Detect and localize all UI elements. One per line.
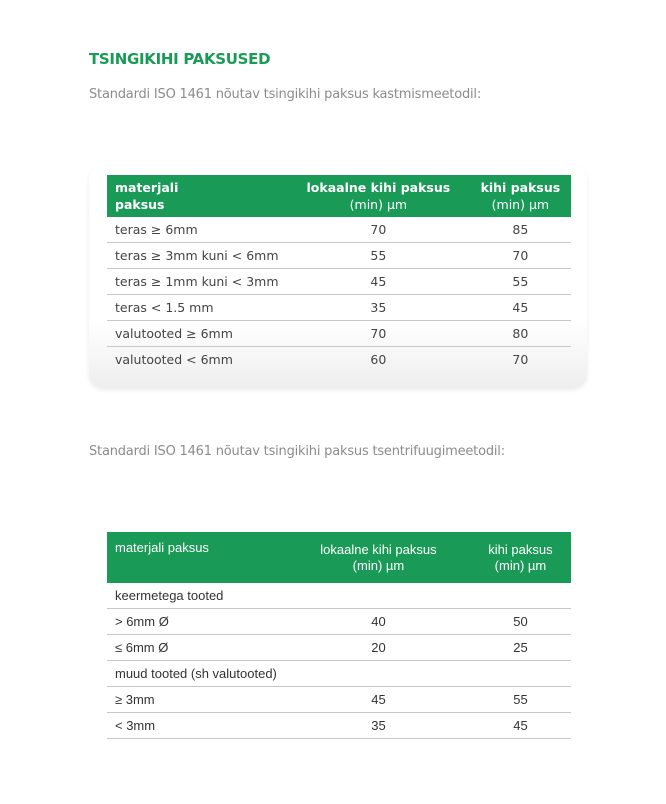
cell-layer: 25 xyxy=(470,635,571,661)
cell-local: 35 xyxy=(287,295,470,321)
centrifuge-thickness-table xyxy=(107,532,571,739)
cell-material: teras ≥ 6mm xyxy=(107,217,287,243)
table-group-row xyxy=(107,661,571,687)
page-title: TSINGIKIHI PAKSUSED xyxy=(89,50,271,68)
cell-layer: 70 xyxy=(512,352,529,367)
table-row xyxy=(107,321,571,347)
cell-layer xyxy=(470,583,571,609)
table-row xyxy=(107,609,571,635)
dipping-thickness-table xyxy=(107,175,571,372)
cell-material: valutooted < 6mm xyxy=(115,352,233,367)
cell-material: valutooted ≥ 6mm xyxy=(107,321,287,347)
cell-layer xyxy=(470,661,571,687)
table-row xyxy=(107,713,571,739)
cell-layer: 50 xyxy=(470,609,571,635)
header-layer-thickness xyxy=(470,532,571,583)
header-unit: (min) µm xyxy=(352,557,405,573)
cell-layer: 45 xyxy=(470,713,571,739)
table-row xyxy=(107,635,571,661)
table-row xyxy=(107,687,571,713)
intro-centrifuge-text: Standardi ISO 1461 nõutav tsingikihi paksus tsentrifuugimeetodil: xyxy=(89,444,505,459)
cell-material: teras ≥ 1mm kuni < 3mm xyxy=(107,269,287,295)
header-local-thickness xyxy=(287,175,470,217)
table-header-row xyxy=(107,532,571,583)
table-row xyxy=(107,295,571,321)
cell-material: ≥ 3mm xyxy=(107,687,287,713)
cell-local: 55 xyxy=(287,243,470,269)
table-row xyxy=(107,269,571,295)
header-material-thickness xyxy=(107,532,287,583)
cell-layer: 55 xyxy=(470,269,571,295)
cell-layer: 80 xyxy=(470,321,571,347)
cell-layer: 55 xyxy=(470,687,571,713)
intro-dipping-text: Standardi ISO 1461 nõutav tsingikihi paksus kastmismeetodil: xyxy=(89,87,481,102)
cell-local xyxy=(287,583,470,609)
table-header-row xyxy=(107,175,571,217)
header-unit: (min) µm xyxy=(494,557,547,573)
cell-material: teras ≥ 3mm kuni < 6mm xyxy=(107,243,287,269)
table-row xyxy=(107,243,571,269)
cell-material: < 3mm xyxy=(107,713,287,739)
header-unit: (min) µm xyxy=(349,197,408,212)
header-unit: (min) µm xyxy=(491,197,550,212)
cell-local xyxy=(287,661,470,687)
header-line: lokaalne kihi paksus xyxy=(306,180,451,195)
cell-group-label: muud tooted (sh valutooted) xyxy=(107,661,287,687)
table-row xyxy=(107,347,571,373)
header-line: materjali xyxy=(115,180,179,195)
cell-layer: 45 xyxy=(470,295,571,321)
cell-layer: 85 xyxy=(470,217,571,243)
cell-layer: 70 xyxy=(470,243,571,269)
header-line: kihi paksus xyxy=(480,180,561,195)
header-line: lokaalne kihi paksus xyxy=(320,541,437,557)
header-line: paksus xyxy=(115,197,165,212)
header-line: materjali paksus xyxy=(115,540,209,555)
cell-material: teras < 1.5 mm xyxy=(107,295,287,321)
cell-local: 40 xyxy=(287,609,470,635)
cell-local: 45 xyxy=(287,269,470,295)
table-row xyxy=(107,217,571,243)
cell-material: > 6mm Ø xyxy=(107,609,287,635)
cell-local: 35 xyxy=(287,713,470,739)
cell-group-label: keermetega tooted xyxy=(107,583,287,609)
cell-local: 20 xyxy=(287,635,470,661)
cell-local: 60 xyxy=(370,352,387,367)
header-line: kihi paksus xyxy=(488,541,553,557)
cell-material: ≤ 6mm Ø xyxy=(107,635,287,661)
header-material-thickness xyxy=(107,175,287,217)
cell-local: 70 xyxy=(287,321,470,347)
header-local-thickness xyxy=(287,532,470,583)
cell-local: 45 xyxy=(287,687,470,713)
cell-local: 70 xyxy=(287,217,470,243)
table-group-row xyxy=(107,583,571,609)
header-layer-thickness xyxy=(470,175,571,217)
